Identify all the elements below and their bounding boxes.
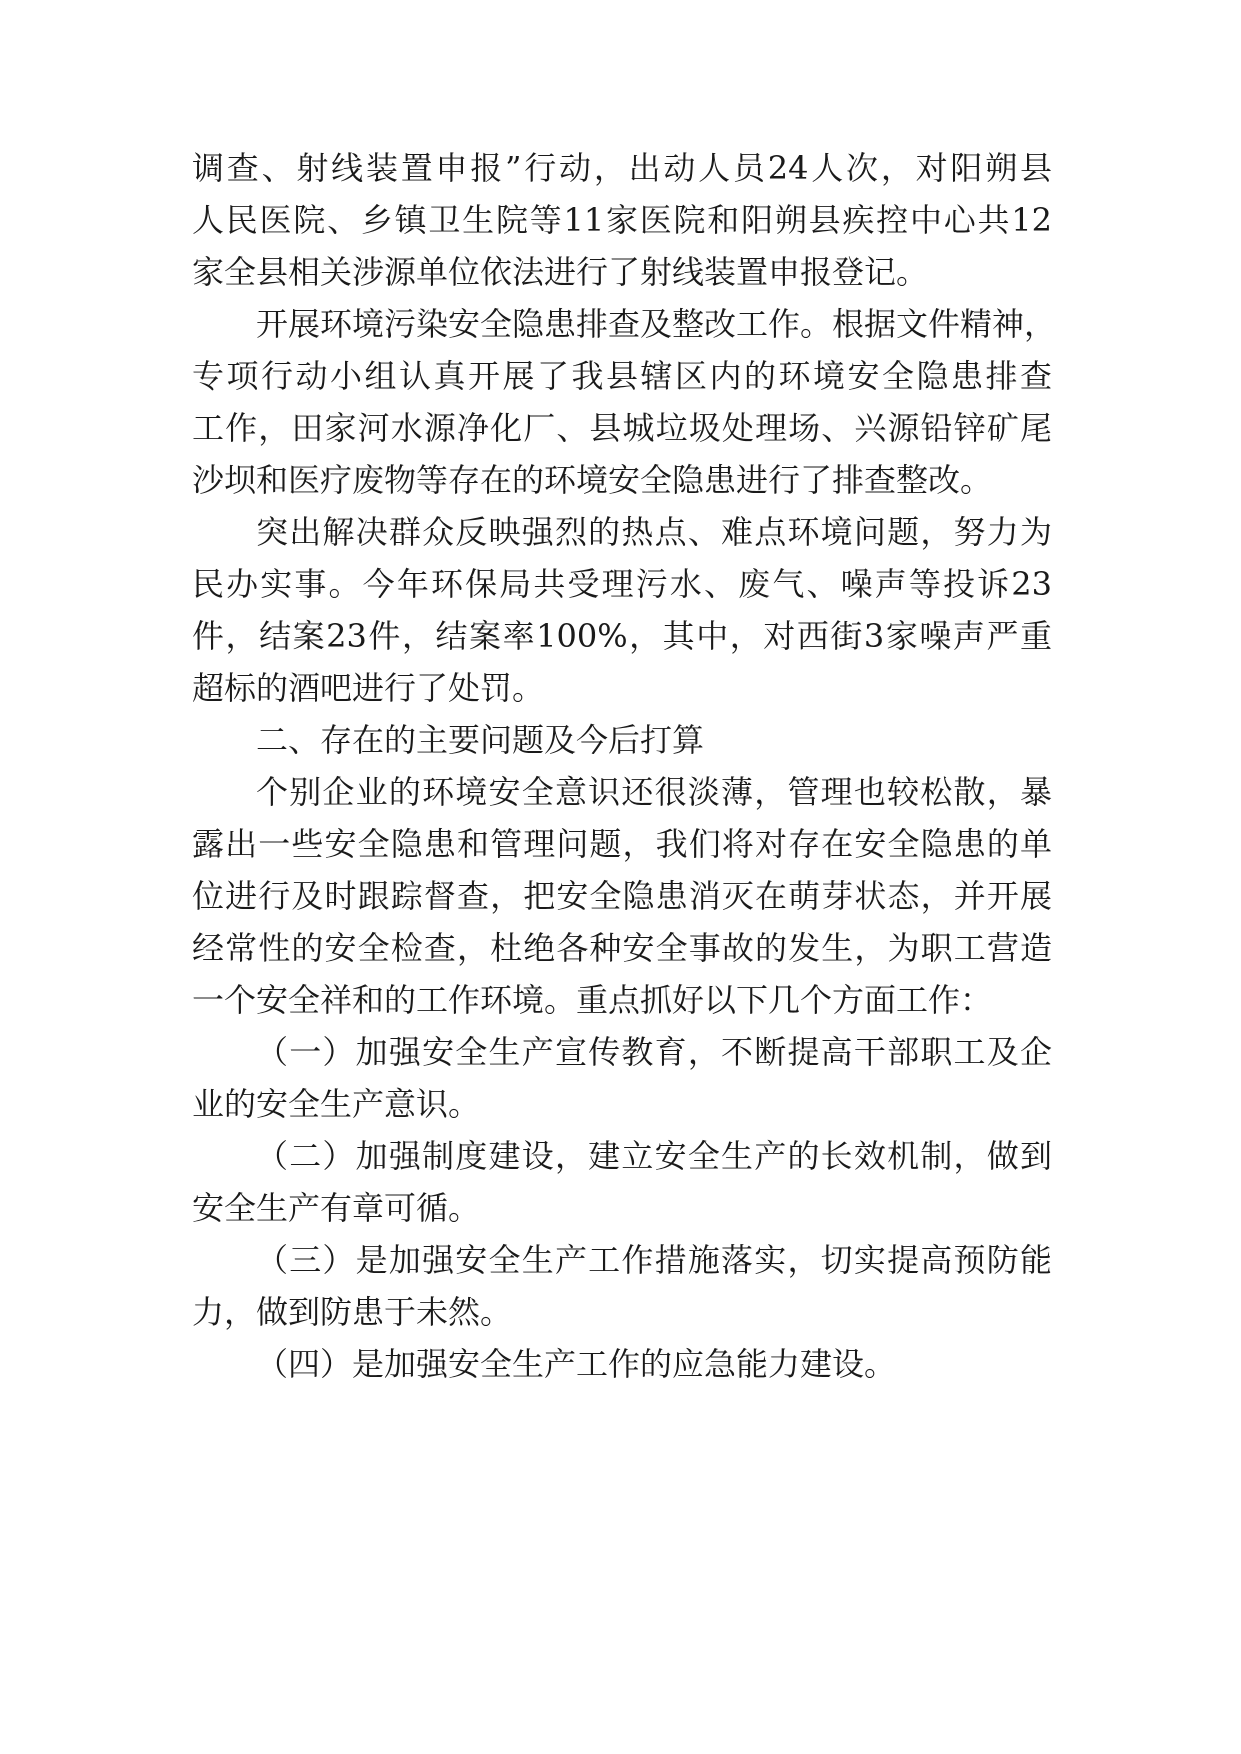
- paragraph-line: 件，结案23件，结案率100%，其中，对西街3家噪声严重: [192, 617, 1052, 655]
- paragraph-line: 专项行动小组认真开展了我县辖区内的环境安全隐患排查: [192, 357, 1052, 395]
- paragraph-line: 调查、射线装置申报”行动，出动人员24人次，对阳朔县: [192, 149, 1052, 187]
- list-item-line: 业的安全生产意识。: [192, 1085, 481, 1123]
- list-item-line: （一）加强安全生产宣传教育，不断提高干部职工及企: [256, 1033, 1052, 1071]
- list-item-line: 安全生产有章可循。: [192, 1189, 481, 1227]
- paragraph-line: 民办实事。今年环保局共受理污水、废气、噪声等投诉23: [192, 565, 1052, 603]
- list-item-line: （二）加强制度建设，建立安全生产的长效机制，做到: [256, 1137, 1052, 1175]
- paragraph-line: 超标的酒吧进行了处罚。: [192, 669, 545, 707]
- list-item-line: （三）是加强安全生产工作措施落实，切实提高预防能: [256, 1241, 1052, 1279]
- paragraph-line: 突出解决群众反映强烈的热点、难点环境问题，努力为: [256, 513, 1052, 551]
- section-heading: 二、存在的主要问题及今后打算: [256, 721, 705, 759]
- paragraph-line: 露出一些安全隐患和管理问题，我们将对存在安全隐患的单: [192, 825, 1052, 863]
- paragraph-line: 一个安全祥和的工作环境。重点抓好以下几个方面工作：: [192, 981, 993, 1019]
- list-item-line: （四）是加强安全生产工作的应急能力建设。: [256, 1345, 897, 1383]
- paragraph-line: 家全县相关涉源单位依法进行了射线装置申报登记。: [192, 253, 929, 291]
- paragraph-line: 个别企业的环境安全意识还很淡薄，管理也较松散，暴: [256, 773, 1052, 811]
- paragraph-line: 工作，田家河水源净化厂、县城垃圾处理场、兴源铅锌矿尾: [192, 409, 1052, 447]
- paragraph-line: 位进行及时跟踪督查，把安全隐患消灭在萌芽状态，并开展: [192, 877, 1052, 915]
- paragraph-line: 人民医院、乡镇卫生院等11家医院和阳朔县疾控中心共12: [192, 201, 1052, 239]
- paragraph-line: 经常性的安全检查，杜绝各种安全事故的发生，为职工营造: [192, 929, 1052, 967]
- list-item-line: 力，做到防患于未然。: [192, 1293, 513, 1331]
- paragraph-line: 开展环境污染安全隐患排查及整改工作。根据文件精神，: [256, 305, 1057, 343]
- paragraph-line: 沙坝和医疗废物等存在的环境安全隐患进行了排查整改。: [192, 461, 993, 499]
